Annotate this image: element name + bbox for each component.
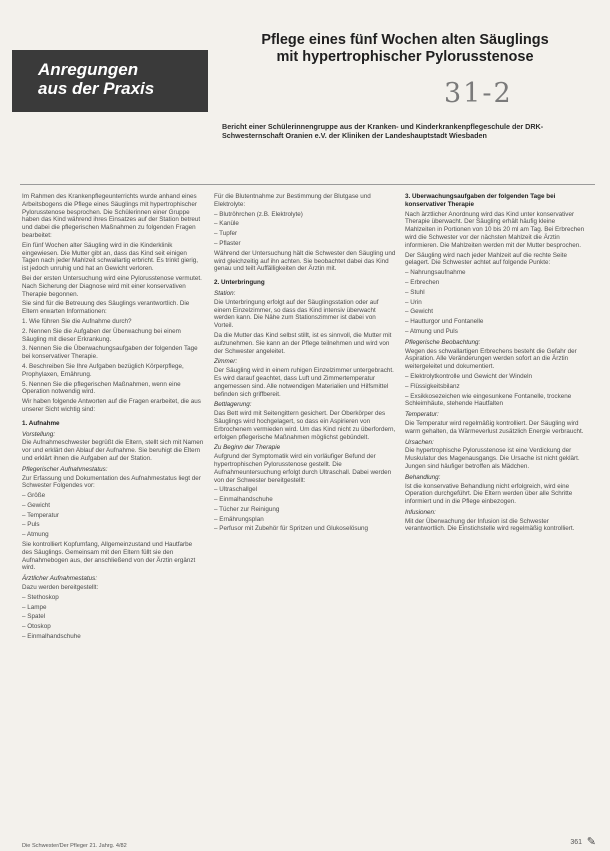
title-line-2: mit hypertrophischer Pylorusstenose <box>276 49 534 65</box>
list-item: 5. Nennen Sie die pflegerischen Maßnahmen, wenn eine Operation notwendig wird. <box>22 380 181 396</box>
list-item: – Hautturgor und Fontanelle <box>405 318 484 326</box>
list-item: – Größe <box>22 492 46 500</box>
list-item: – Exsikkosezeichen wie eingesunkene Fontanelle, trockene Schleimhäute, stehende Hautfalten <box>405 392 572 408</box>
paragraph: Sie kontrolliert Kopfumfang, Allgemeinzustand und Hautfarbe des Säuglings. Gemeinsam mit den Eltern füllt sie den Aufnahmebogen aus, der anschließend von der Ärztin ergänzt wird. <box>22 541 196 572</box>
paragraph: Die hypertrophische Pylorusstenose ist eine Verdickung der Muskulatur des Magenausgangs. Die Ursache ist nicht geklärt. Jungen sind häufiger betroffen als Mädchen. <box>405 447 580 470</box>
list-item: – Elektrolytkontrolle und Gewicht der Windeln <box>405 372 533 380</box>
paragraph: Dazu werden bereitgestellt: <box>22 584 99 592</box>
subheading: Behandlung: <box>405 473 441 481</box>
pencil-mark-icon: ✎ <box>586 836 596 848</box>
section-heading: 2. Unterbringung <box>214 279 265 287</box>
paragraph: Die Aufnahmeschwester begrüßt die Eltern, stellt sich mit Namen vor und erklärt den Ablauf der Aufnahme. Sie beruhigt die Eltern und erklärt ihnen die Aufgaben auf der Station. <box>22 439 204 462</box>
section-banner <box>12 50 208 112</box>
list-item: – Tücher zur Reinigung <box>214 505 280 513</box>
subheading: Temperatur: <box>405 411 439 419</box>
list-item: – Lampe <box>22 603 47 611</box>
paragraph: Sie sind für die Betreuung des Säuglings verantwortlich. Die Eltern erwarten Informationen: <box>22 300 190 316</box>
list-item: – Stethoskop <box>22 593 59 601</box>
list-item: – Tupfer <box>214 230 238 238</box>
list-item: – Gewicht <box>22 501 50 509</box>
article-subtitle: Bericht einer Schülerinnengruppe aus der Kranken- und Kinderkrankenpflegeschule der DRK-Schwesternschaft Oranien e.V. der Kliniken der Landeshauptstadt Wiesbaden <box>222 122 544 140</box>
header-divider <box>20 184 595 185</box>
list-item: – Ernährungsplan <box>214 515 264 523</box>
paragraph: Wir haben folgende Antworten auf die Fragen erarbeitet, die aus unserer Sicht wichtig sind: <box>22 398 201 413</box>
text-column-3 <box>405 193 587 829</box>
paragraph: Der Säugling wird nach jeder Mahlzeit auf die rechte Seite gelagert. Die Schwester achtet auf folgende Punkte: <box>405 251 568 267</box>
list-item: – Perfusor mit Zubehör für Spritzen und Glukoselösung <box>214 525 369 533</box>
page-number: 361 <box>570 839 582 846</box>
list-item: – Puls <box>22 521 40 529</box>
list-item: – Blutröhrchen (z.B. Elektrolyte) <box>214 210 303 218</box>
list-item: – Nahrungsaufnahme <box>405 269 466 277</box>
list-item: – Temperatur <box>22 511 59 519</box>
list-item: – Atmung <box>22 531 49 539</box>
subheading: Pflegerischer Aufnahmestatus: <box>22 465 108 473</box>
list-item: – Pflaster <box>214 239 241 247</box>
list-item: – Erbrechen <box>405 278 440 286</box>
list-item: 1. Wie führen Sie die Aufnahme durch? <box>22 317 132 325</box>
list-item: – Otoskop <box>22 623 51 631</box>
paragraph: Aufgrund der Symptomatik wird ein vorläufiger Befund der hypertrophischen Pylorusstenose gestellt. Die Aufnahmeuntersuchung erfolgt durch Ultraschall. Dabei werden von der Schwester bereitgestellt: <box>214 453 392 484</box>
list-item: – Einmalhandschuhe <box>22 633 81 641</box>
subheading: Station: <box>214 289 236 297</box>
banner-line-2: aus der Praxis <box>38 79 155 98</box>
paragraph: Nach ärztlicher Anordnung wird das Kind unter konservativer Therapie überwacht. Der Säugling erhält häufig kleine Mahlzeiten in Portionen von 10 bis 20 ml am Tag. Bei Erbrechen wird die Schwester vor der nächsten Mahlzeit die Ärztin informieren. Die Mahlzeiten werden mit der Mutter besprochen. <box>405 210 585 249</box>
handwritten-mark: 31-2 <box>444 78 513 109</box>
list-item: – Kanüle <box>214 220 239 228</box>
section-heading: 3. Überwachungsaufgaben der folgenden Tage bei konservativer Therapie <box>405 193 556 208</box>
list-item: – Ultraschallgel <box>214 486 258 494</box>
subheading: Ursachen: <box>405 438 434 446</box>
subheading: Bettlagerung: <box>214 401 252 409</box>
paragraph: Ist die konservative Behandlung nicht erfolgreich, wird eine Operation durchgeführt. Die Eltern werden über alle Schritte informiert und in die Pflege einbezogen. <box>405 482 573 506</box>
section-heading: 1. Aufnahme <box>22 419 60 427</box>
paragraph: Mit der Überwachung der Infusion ist die Schwester verantwortlich. Die Einstichstelle wird regelmäßig kontrolliert. <box>405 517 575 533</box>
paragraph: Die Temperatur wird regelmäßig kontrolliert. Der Säugling wird warm gehalten, da Wärmeverlust zusätzlich Energie verbraucht. <box>405 419 584 435</box>
paragraph: Der Säugling wird in einem ruhigen Einzelzimmer untergebracht. Es wird darauf geachtet, dass Luft und Zimmertemperatur angemessen sind. Alle notwendigen Materialien und Hilfsmittel befinden sich griffbereit. <box>214 367 394 398</box>
paragraph: Da die Mutter das Kind selbst stillt, ist es sinnvoll, die Mutter mit aufzunehmen. Sie kann an der Pflege teilnehmen und wird von der Schwester angeleitet. <box>214 331 392 355</box>
list-item: – Gewicht <box>405 308 433 316</box>
subheading: Ärztlicher Aufnahmestatus: <box>22 575 98 583</box>
list-item: 4. Beschreiben Sie Ihre Aufgaben bezüglich Körperpflege, Prophylaxen, Ernährung. <box>22 362 184 378</box>
subheading: Infusionen: <box>405 508 436 516</box>
list-item: – Atmung und Puls <box>405 327 458 335</box>
text-column-1 <box>22 193 204 829</box>
list-item: – Urin <box>405 298 422 306</box>
list-item: – Spatel <box>22 613 46 621</box>
subheading: Vorstellung: <box>22 430 56 438</box>
list-item: – Flüssigkeitsbilanz <box>405 382 460 390</box>
list-item: 3. Nennen Sie die Überwachungsaufgaben der folgenden Tage bei konservativer Therapie. <box>22 345 198 361</box>
paragraph: Während der Untersuchung hält die Schwester den Säugling und wird gleichzeitig auf ihn achten. Sie beobachtet dabei das Kind genau und teilt Auffälligkeiten der Ärztin mit. <box>214 249 396 273</box>
subheading: Zu Beginn der Therapie <box>214 444 281 452</box>
footer-citation: Die Schwester/Der Pfleger 21. Jahrg. 4/82 <box>22 843 127 849</box>
article-title <box>220 32 590 66</box>
paragraph: Die Unterbringung erfolgt auf der Säuglingsstation oder auf einem Einzelzimmer, so dass das Kind intensiv überwacht werden kann. Die Nähe zum Stationszimmer ist dabei von Vorteil. <box>214 298 379 330</box>
list-item: – Einmalhandschuhe <box>214 496 273 504</box>
paragraph: Zur Erfassung und Dokumentation des Aufnahmestatus liegt der Schwester Folgendes vor: <box>22 474 201 490</box>
paragraph: Bei der ersten Untersuchung wird eine Pylorusstenose vermutet. Nach Sicherung der Diagnose wird mit einer konservativen Therapie begonnen. <box>22 274 202 298</box>
list-item: – Stuhl <box>405 288 425 296</box>
list-item: 2. Nennen Sie die Aufgaben der Überwachung bei einem Säugling mit dieser Erkrankung. <box>22 327 181 343</box>
title-line-1: Pflege eines fünf Wochen alten Säuglings <box>261 32 549 48</box>
banner-line-1: Anregungen <box>38 60 139 79</box>
paragraph: Für die Blutentnahme zur Bestimmung der Blutgase und Elektrolyte: <box>214 193 371 208</box>
page-footer <box>22 836 596 851</box>
paragraph: Im Rahmen des Krankenpflegeunterrichts wurde anhand eines Arbeitsbogens die Pflege eines Säuglings mit hypertrophischer Pylorusstenose besprochen. Die Schülerinnen einer Gruppe haben das Kind während ihres Einsatzes auf der Station betreut und dabei die pflegerischen Maßnahmen zu folgenden Fragen bearbeitet: <box>22 193 201 239</box>
text-column-2 <box>214 193 396 829</box>
paragraph: Wegen des schwallartigen Erbrechens besteht die Gefahr der Aspiration. Alle Veränderungen werden sofort an die Ärztin weitergeleitet und dokumentiert. <box>405 347 577 371</box>
paragraph: Das Bett wird mit Seitengittern gesichert. Der Oberkörper des Säuglings wird hochgelagert, so dass ein Aspirieren von Erbrochenem vermieden wird. Um das Kind nicht zu überfordern, erfolgen pflegerische Maßnahmen möglichst gebündelt. <box>214 410 396 441</box>
subheading: Pflegerische Beobachtung: <box>405 338 481 346</box>
paragraph: Ein fünf Wochen alter Säugling wird in die Kinderklinik eingewiesen. Die Mutter gibt an, dass das Kind seit einigen Tagen nach jeder Mahlzeit schwallartig erbricht. Es trinkt gierig, ist jedoch unruhig und hat an Gewicht verloren. <box>22 241 199 273</box>
subheading: Zimmer: <box>214 358 238 366</box>
